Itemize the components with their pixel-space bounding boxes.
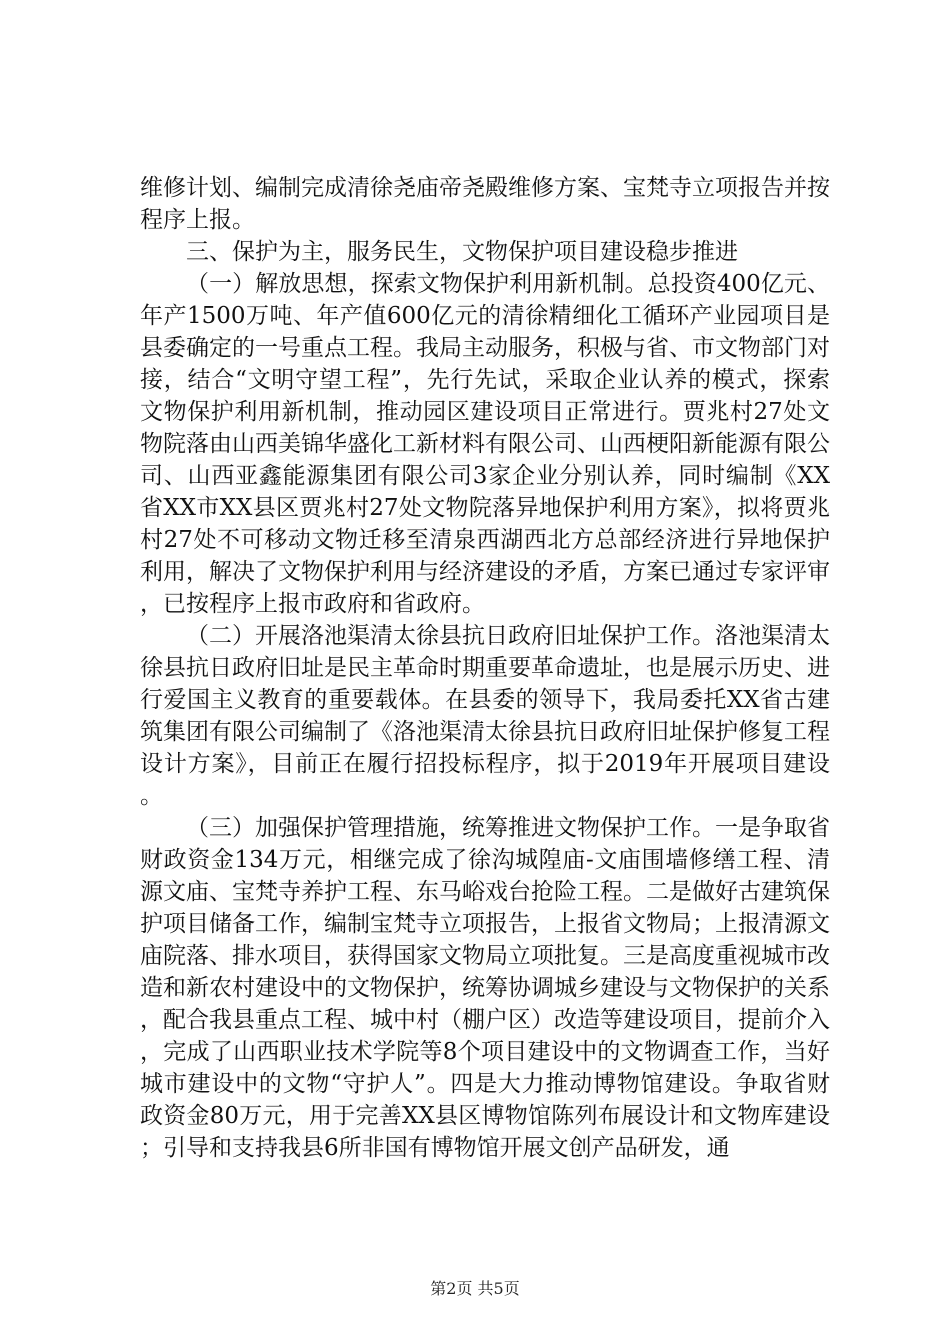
paragraph-item-3: （三）加强保护管理措施，统筹推进文物保护工作。一是争取省财政资金134万元，相继完成了徐沟城隍庙-文庙围墙修缮工程、清源文庙、宝梵寺养护工程、东马峪戏台抢险工程。二是做好古建筑保护项目储备工作，编制宝梵寺立项报告，上报省文物局；上报清源文庙院落、排水项目，获得国家文物局立项批复。三是高度重视城市改造和新农村建设中的文物保护，统筹协调城乡建设与文物保护的关系，配合我县重点工程、城中村（棚户区）改造等建设项目，提前介入，完成了山西职业技术学院等8个项目建设中的文物调查工作，当好城市建设中的文物“守护人”。四是大力推动博物馆建设。争取省财政资金80万元，用于完善XX县区博物馆陈列布展设计和文物库建设；引导和支持我县6所非国有博物馆开展文创产品研发，通 bbox=[140, 815, 830, 1161]
page-footer: 第2页 共5页 bbox=[430, 1279, 520, 1298]
paragraph-continuation: 维修计划、编制完成清徐尧庙帝尧殿维修方案、宝梵寺立项报告并按程序上报。 bbox=[140, 175, 830, 233]
paragraph-item-2: （二）开展洛池渠清太徐县抗日政府旧址保护工作。洛池渠清太徐县抗日政府旧址是民主革命时期重要革命遗址，也是展示历史、进行爱国主义教育的重要载体。在县委的领导下，我局委托XX省古建筑集团有限公司编制了《洛池渠清太徐县抗日政府旧址保护修复工程设计方案》，目前正在履行招投标程序，拟于2019年开展项目建设。 bbox=[140, 623, 830, 809]
section-heading: 三、保护为主，服务民生，文物保护项目建设稳步推进 bbox=[186, 239, 738, 265]
paragraph-item-1: （一）解放思想，探索文物保护利用新机制。总投资400亿元、年产1500万吨、年产值600亿元的清徐精细化工循环产业园项目是县委确定的一号重点工程。我局主动服务，积极与省、市文物部门对接，结合“文明守望工程”，先行先试，采取企业认养的模式，探索文物保护利用新机制，推动园区建设项目正常进行。贾兆村27处文物院落由山西美锦华盛化工新材料有限公司、山西梗阳新能源有限公司、山西亚鑫能源集团有限公司3家企业分别认养，同时编制《XX省XX市XX县区贾兆村27处文物院落异地保护利用方案》，拟将贾兆村27处不可移动文物迁移至清泉西湖西北方总部经济进行异地保护利用，解决了文物保护利用与经济建设的矛盾，方案已通过专家评审，已按程序上报市政府和省政府。 bbox=[140, 271, 830, 617]
document-body bbox=[140, 172, 830, 1164]
